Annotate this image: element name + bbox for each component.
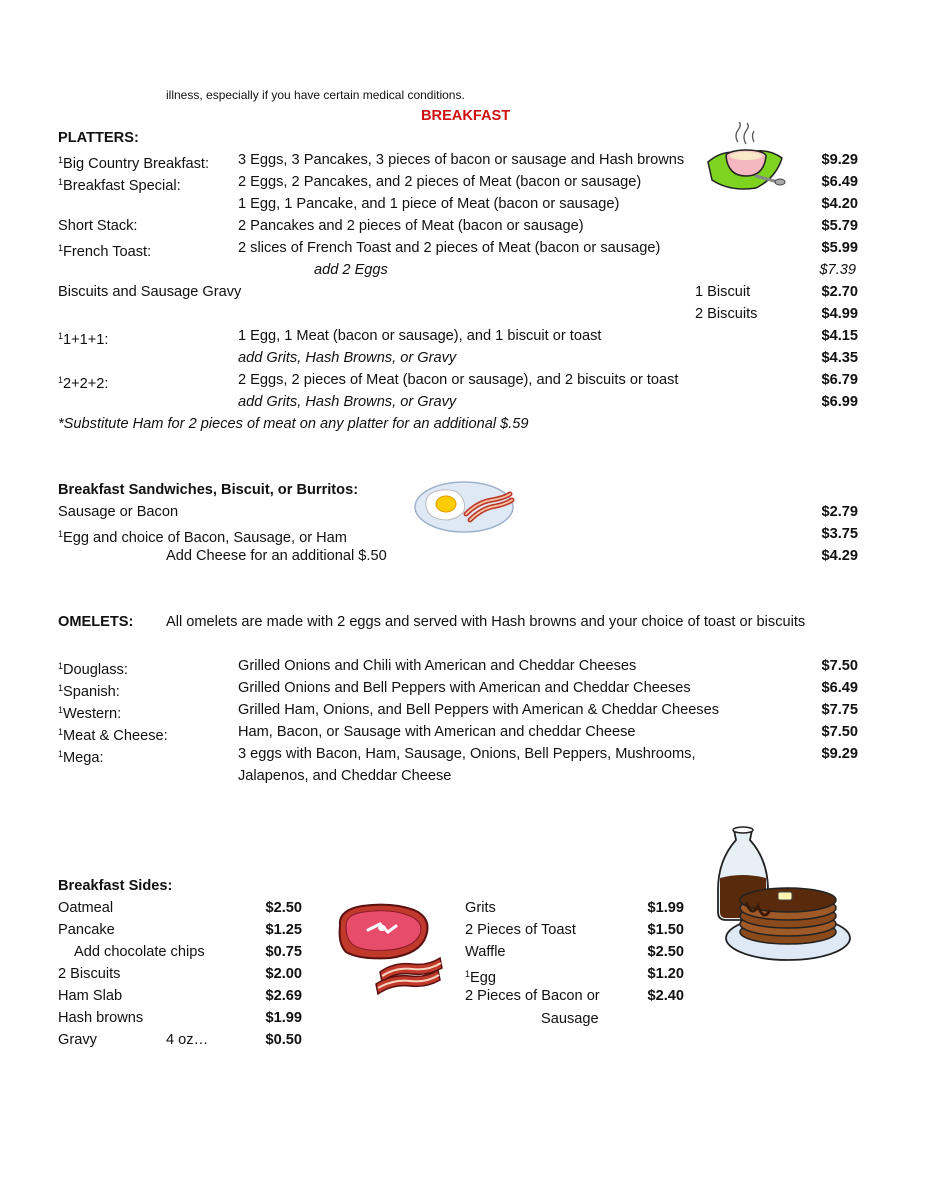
- item-price: $5.79: [821, 218, 858, 234]
- side-name: 2 Pieces of Bacon or: [465, 988, 600, 1004]
- side-name: Hash browns: [58, 1010, 144, 1026]
- health-notice: illness, especially if you have certain medical conditions.: [166, 88, 465, 102]
- side-name: Oatmeal: [58, 900, 114, 916]
- item-name: $^1$French Toast:: [58, 243, 152, 260]
- item-desc: 2 Pancakes and 2 pieces of Meat (bacon or sausage): [238, 218, 584, 234]
- item-price: $4.35: [821, 350, 858, 366]
- combo-222-desc: 2 Eggs, 2 pieces of Meat (bacon or sausage), and 2 biscuits or toast: [238, 372, 679, 388]
- item-price: $6.79: [821, 372, 858, 388]
- pancakes-syrup-icon: [712, 826, 852, 966]
- gravy-size: 4 oz…: [166, 1032, 209, 1048]
- substitute-note: *Substitute Ham for 2 pieces of meat on any platter for an additional $.59: [58, 416, 529, 432]
- item-price: $2.70: [821, 284, 858, 300]
- side-price: $1.25: [265, 922, 302, 938]
- item-price: $7.50: [821, 724, 858, 740]
- side-name-cont: Sausage: [541, 1011, 599, 1027]
- side-price: $2.00: [265, 966, 302, 982]
- side-price: $2.40: [647, 988, 684, 1004]
- side-name: Grits: [465, 900, 496, 916]
- item-name: $^1$Douglass:: [58, 661, 128, 678]
- item-price: $5.99: [821, 240, 858, 256]
- item-desc: Grilled Onions and Bell Peppers with American and Cheddar Cheeses: [238, 680, 691, 696]
- oatmeal-bowl-icon: [704, 122, 790, 194]
- item-desc: Ham, Bacon, or Sausage with American and cheddar Cheese: [238, 724, 636, 740]
- side-price: $2.50: [647, 944, 684, 960]
- combo-222-name: $^1$2+2+2:: [58, 375, 109, 392]
- item-price: $6.99: [821, 394, 858, 410]
- side-price: $1.20: [647, 966, 684, 982]
- biscuit-qty: 1 Biscuit: [695, 284, 751, 300]
- side-price: $2.69: [265, 988, 302, 1004]
- item-name: $^1$Spanish:: [58, 683, 120, 700]
- item-desc: 2 Eggs, 2 Pancakes, and 2 pieces of Meat (bacon or sausage): [238, 174, 642, 190]
- omelets-intro: All omelets are made with 2 eggs and served with Hash browns and your choice of toast or biscuits: [166, 614, 806, 630]
- biscuits-gravy-name: Biscuits and Sausage Gravy: [58, 284, 242, 300]
- page-title: BREAKFAST: [421, 108, 511, 124]
- ham-bacon-icon: [332, 896, 444, 996]
- item-price: $6.49: [821, 680, 858, 696]
- side-price: $0.50: [265, 1032, 302, 1048]
- sandwiches-heading: Breakfast Sandwiches, Biscuit, or Burritos:: [58, 482, 359, 498]
- side-name: Waffle: [465, 944, 506, 960]
- side-name: Ham Slab: [58, 988, 123, 1004]
- item-desc: 3 eggs with Bacon, Ham, Sausage, Onions, Bell Peppers, Mushrooms,: [238, 746, 696, 762]
- side-name: Gravy: [58, 1032, 97, 1048]
- side-price: $1.99: [265, 1010, 302, 1026]
- add-eggs-label: add 2 Eggs: [314, 262, 388, 278]
- side-name: 2 Biscuits: [58, 966, 121, 982]
- item-price: $4.20: [821, 196, 858, 212]
- omelets-heading: OMELETS:: [58, 614, 134, 630]
- platters-heading: PLATTERS:: [58, 130, 139, 146]
- item-price: $7.50: [821, 658, 858, 674]
- item-name: $^1$Big Country Breakfast:: [58, 155, 210, 172]
- item-name: Sausage or Bacon: [58, 504, 179, 520]
- egg-bacon-plate-icon: [414, 480, 516, 534]
- combo-111-name: $^1$1+1+1:: [58, 331, 109, 348]
- item-name: $^1$Breakfast Special:: [58, 177, 181, 194]
- item-desc: 3 Eggs, 3 Pancakes, 3 pieces of bacon or sausage and Hash browns: [238, 152, 685, 168]
- item-price: $6.49: [821, 174, 858, 190]
- add-eggs-price: $7.39: [819, 262, 856, 278]
- side-price: $1.50: [647, 922, 684, 938]
- item-desc: Grilled Ham, Onions, and Bell Peppers with American & Cheddar Cheeses: [238, 702, 720, 718]
- biscuit-qty: 2 Biscuits: [695, 306, 758, 322]
- item-price: $4.99: [821, 306, 858, 322]
- item-desc: 1 Egg, 1 Pancake, and 1 piece of Meat (bacon or sausage): [238, 196, 620, 212]
- item-price: $7.75: [821, 702, 858, 718]
- item-name: $^1$Mega:: [58, 749, 104, 766]
- side-price: $2.50: [265, 900, 302, 916]
- item-price: $9.29: [821, 746, 858, 762]
- side-name: Add chocolate chips: [74, 944, 205, 960]
- combo-111-add: add Grits, Hash Browns, or Gravy: [238, 350, 457, 366]
- side-name: $^1$Egg: [465, 969, 496, 986]
- side-name: 2 Pieces of Toast: [465, 922, 576, 938]
- combo-111-desc: 1 Egg, 1 Meat (bacon or sausage), and 1 biscuit or toast: [238, 328, 602, 344]
- side-price: $0.75: [265, 944, 302, 960]
- item-desc: 2 slices of French Toast and 2 pieces of Meat (bacon or sausage): [238, 240, 661, 256]
- combo-222-add: add Grits, Hash Browns, or Gravy: [238, 394, 457, 410]
- item-desc: Grilled Onions and Chili with American and Cheddar Cheeses: [238, 658, 637, 674]
- item-name: $^1$Western:: [58, 705, 122, 722]
- add-cheese-label: Add Cheese for an additional $.50: [166, 548, 387, 564]
- item-name: Short Stack:: [58, 218, 138, 234]
- item-price: $2.79: [821, 504, 858, 520]
- sides-heading: Breakfast Sides:: [58, 878, 173, 894]
- item-price: $3.75: [821, 526, 858, 542]
- side-name: Pancake: [58, 922, 115, 938]
- side-price: $1.99: [647, 900, 684, 916]
- item-price: $4.15: [821, 328, 858, 344]
- item-name: $^1$Meat & Cheese:: [58, 727, 168, 744]
- item-price: $4.29: [821, 548, 858, 564]
- item-name: $^1$Egg and choice of Bacon, Sausage, or Ham: [58, 529, 347, 546]
- item-price: $9.29: [821, 152, 858, 168]
- mega-desc-cont: Jalapenos, and Cheddar Cheese: [238, 768, 452, 784]
